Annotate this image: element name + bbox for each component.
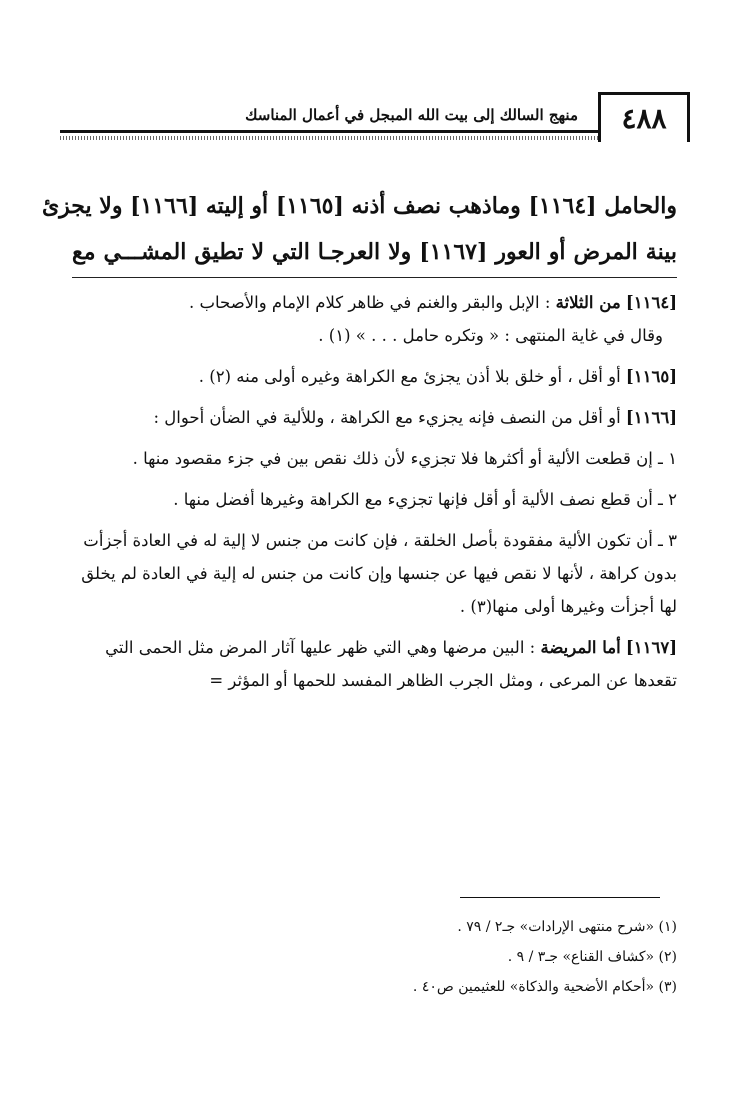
footnote: (٣) «أحكام الأضحية والذكاة» للعثيمين ص٤٠ .	[412, 979, 677, 995]
page-header	[60, 92, 690, 148]
note-1164	[72, 286, 677, 352]
note-1165	[72, 360, 677, 393]
note-label: أما المريضة	[540, 638, 621, 657]
main-text-line: بينة المرض أو العور [١١٦٧] ولا العرجـا التي لا تطيق المشـــي مع	[72, 239, 677, 265]
note-text: أو أقل ، أو خلق بلا أذن يجزئ مع الكراهة وغيره أولى منه (٢) .	[198, 367, 621, 386]
note-number: [١١٦٦]	[625, 408, 677, 427]
main-notes-divider	[72, 277, 677, 279]
note-label: من الثلاثة	[555, 293, 621, 312]
footnotes	[72, 912, 677, 1002]
note-1167	[72, 631, 677, 697]
note-number: [١١٦٧]	[625, 638, 677, 657]
main-text	[41, 183, 677, 275]
commentary-notes	[72, 286, 677, 705]
note-text: أو أقل من النصف فإنه يجزيء مع الكراهة ، وللألية في الضأن أحوال :	[153, 408, 621, 427]
footnote: (١) «شرح منتهى الإرادات» جـ٢ / ٧٩ .	[457, 919, 677, 935]
note-text: : الإبل والبقر والغنم في ظاهر كلام الإمام والأصحاب .	[189, 293, 551, 312]
page-number: ٤٨٨	[598, 92, 690, 142]
header-rule	[60, 130, 600, 133]
note-1166-item: ١ ـ إن قطعت الألية أو أكثرها فلا تجزيء لأن ذلك نقص بين في جزء مقصود منها .	[132, 449, 677, 468]
main-text-line: والحامل [١١٦٤] وماذهب نصف أذنه [١١٦٥] أو إليته [١١٦٦] ولا يجزئ	[41, 193, 677, 219]
footnote: (٢) «كشاف القناع» جـ٣ / ٩ .	[507, 949, 677, 965]
note-number: [١١٦٤]	[625, 293, 677, 312]
note-number: [١١٦٥]	[625, 367, 677, 386]
note-text: : البين مرضها وهي التي ظهر عليها آثار المرض مثل الحمى التي تقعدها عن المرعى ، ومثل الجرب الظاهر المفسد للحمها أو المؤثر =	[105, 638, 677, 690]
note-text: وقال في غاية المنتهى : « وتكره حامل . . . » (١) .	[318, 326, 663, 345]
note-1166-item: ٢ ـ أن قطع نصف الألية أو أقل فإنها تجزيء مع الكراهة وغيرها أفضل منها .	[173, 490, 677, 509]
note-1166	[72, 401, 677, 434]
running-title: منهج السالك إلى بيت الله المبجل في أعمال المناسك	[245, 106, 578, 124]
note-1166-item: ٣ ـ أن تكون الألية مفقودة بأصل الخلقة ، فإن كانت من جنس لا إلية له في العادة أجزأت بدون كراهة ، لأنها لا نقص فيها عن جنسها وإن كانت من جنس له إلية في العادة لم يخلق لها أجزأت وغيرها أولى منها(٣) .	[81, 531, 677, 616]
footnote-divider	[460, 897, 660, 898]
header-dotted-rule	[60, 136, 600, 140]
